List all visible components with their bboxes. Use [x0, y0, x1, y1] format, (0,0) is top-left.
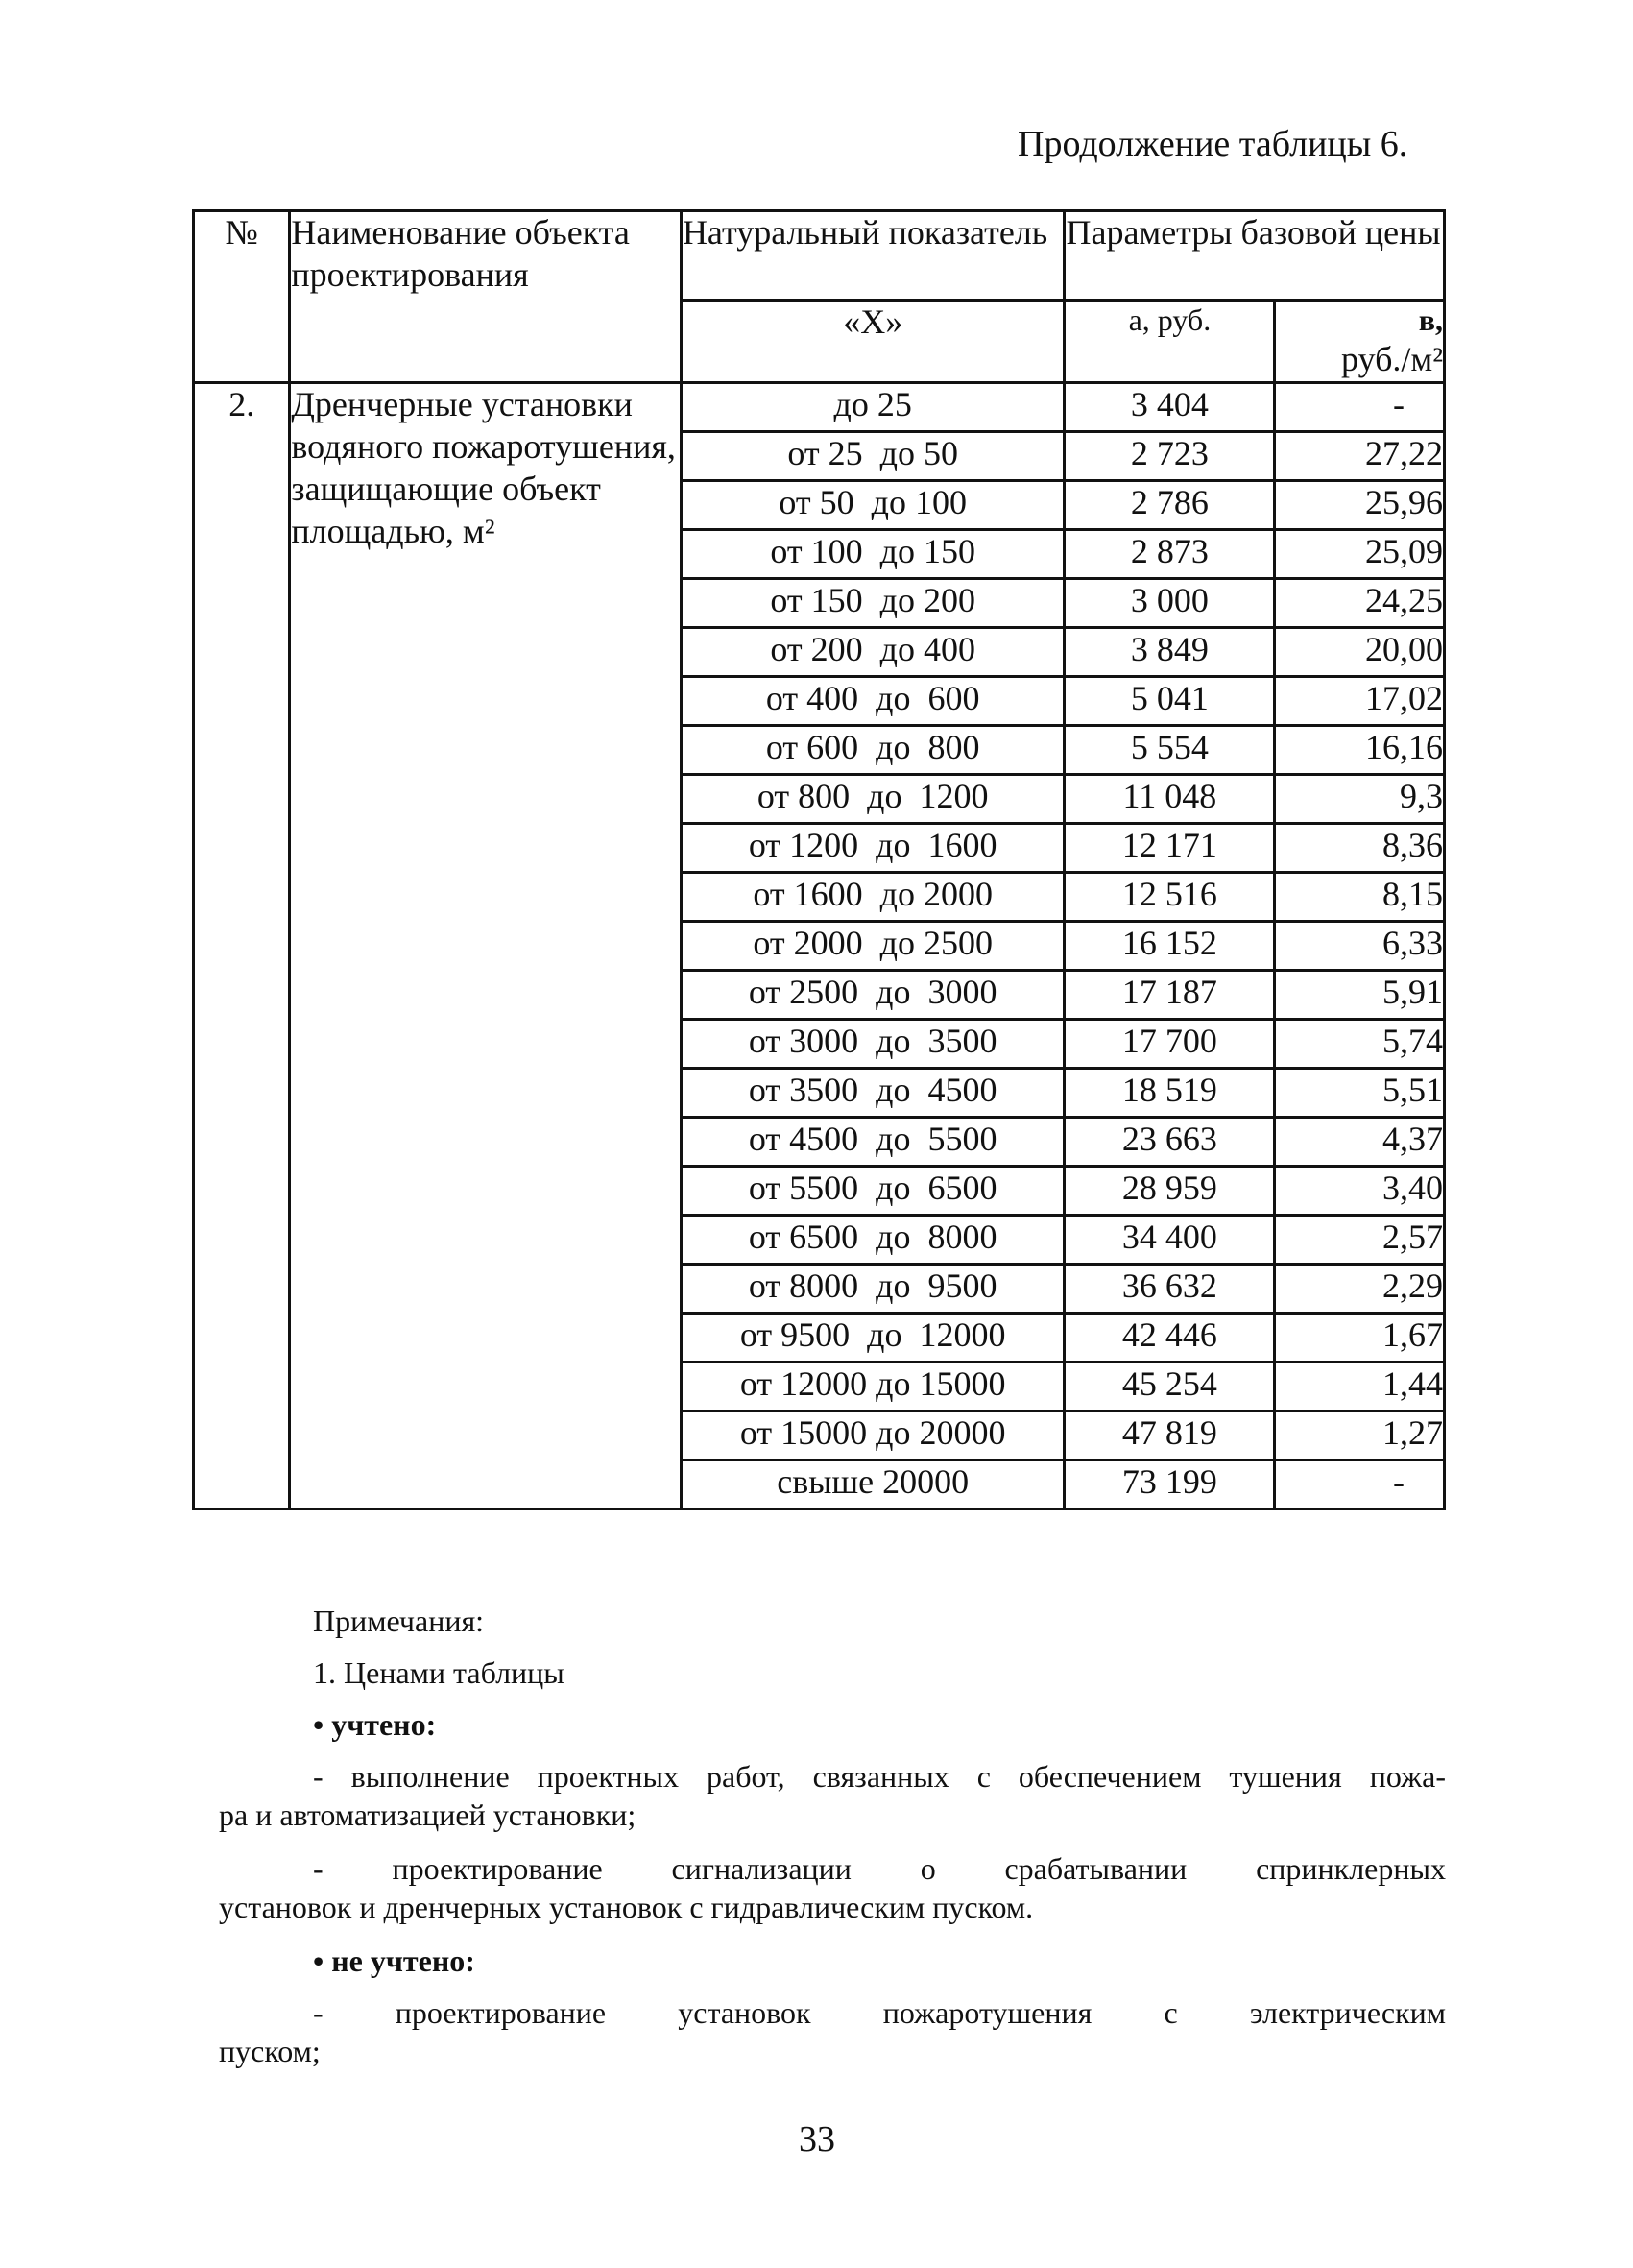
- cell-a: 2 723: [1065, 431, 1275, 480]
- cell-b: 1,67: [1275, 1313, 1445, 1362]
- cell-b: 8,36: [1275, 823, 1445, 872]
- cell-x: от 1600 до 2000: [681, 872, 1065, 921]
- cell-b: 25,96: [1275, 480, 1445, 529]
- cell-b: 4,37: [1275, 1117, 1445, 1166]
- note-included-1: [219, 1757, 1446, 1834]
- header-base-price-params: Параметры базовой цены: [1065, 211, 1445, 301]
- cell-x: от 15000 до 20000: [681, 1411, 1065, 1460]
- cell-x: от 100 до 150: [681, 529, 1065, 578]
- cell-x: свыше 20000: [681, 1460, 1065, 1508]
- cell-a: 2 873: [1065, 529, 1275, 578]
- cell-b: 5,74: [1275, 1019, 1445, 1068]
- cell-x: от 1200 до 1600: [681, 823, 1065, 872]
- cell-a: 42 446: [1065, 1313, 1275, 1362]
- cell-b: 8,15: [1275, 872, 1445, 921]
- object-name-cell: Дренчерные установки водяного пожаротушения, защищающие объект площадью, м²: [290, 382, 682, 1508]
- notes-excluded-label: • не учтено:: [313, 1943, 475, 1978]
- cell-a: 23 663: [1065, 1117, 1275, 1166]
- header-b: [1275, 301, 1445, 383]
- cell-x: от 50 до 100: [681, 480, 1065, 529]
- cell-a: 5 041: [1065, 676, 1275, 725]
- cell-b: 5,91: [1275, 970, 1445, 1019]
- cell-x: от 12000 до 15000: [681, 1362, 1065, 1411]
- cell-a: 12 516: [1065, 872, 1275, 921]
- cell-x: от 6500 до 8000: [681, 1215, 1065, 1264]
- header-a: а, руб.: [1065, 301, 1275, 383]
- cell-x: до 25: [681, 382, 1065, 431]
- cell-x: от 4500 до 5500: [681, 1117, 1065, 1166]
- cell-a: 45 254: [1065, 1362, 1275, 1411]
- cell-a: 18 519: [1065, 1068, 1275, 1117]
- table-body: [194, 382, 1445, 1508]
- row-number: 2.: [194, 382, 290, 1508]
- note-line: ра и автоматизацией установки;: [219, 1798, 636, 1832]
- cell-b: 2,29: [1275, 1264, 1445, 1313]
- cell-b: 1,27: [1275, 1411, 1445, 1460]
- note-line: - проектирование установок пожаротушения с электрическим: [313, 1995, 1446, 2030]
- cell-b: 3,40: [1275, 1166, 1445, 1215]
- table-continuation-caption: Продолжение таблицы 6.: [1018, 124, 1408, 164]
- page-number: 33: [799, 2119, 835, 2159]
- cell-a: 47 819: [1065, 1411, 1275, 1460]
- note-excluded-1: [219, 1993, 1446, 2070]
- note-line: - выполнение проектных работ, связанных с обеспечением тушения пожа-: [313, 1759, 1446, 1794]
- note-line: - проектирование сигнализации о срабатывании спринклерных: [313, 1851, 1446, 1886]
- cell-a: 3 849: [1065, 627, 1275, 676]
- cell-b: 25,09: [1275, 529, 1445, 578]
- cell-a: 34 400: [1065, 1215, 1275, 1264]
- header-b-letter: в,: [1418, 302, 1443, 337]
- cell-a: 17 187: [1065, 970, 1275, 1019]
- cell-a: 12 171: [1065, 823, 1275, 872]
- cell-a: 11 048: [1065, 774, 1275, 823]
- cell-a: 73 199: [1065, 1460, 1275, 1508]
- cell-b: 2,57: [1275, 1215, 1445, 1264]
- cell-x: от 25 до 50: [681, 431, 1065, 480]
- notes-included-label: • учтено:: [313, 1707, 437, 1742]
- note-line: установок и дренчерных установок с гидравлическим пуском.: [219, 1890, 1034, 1924]
- cell-b: 17,02: [1275, 676, 1445, 725]
- cell-x: от 400 до 600: [681, 676, 1065, 725]
- header-natural-indicator: Натуральный показатель: [681, 211, 1065, 301]
- cell-b: 9,3: [1275, 774, 1445, 823]
- cell-b: -: [1275, 1460, 1445, 1508]
- notes-item-1: 1. Ценами таблицы: [313, 1655, 564, 1690]
- cell-b: 16,16: [1275, 725, 1445, 774]
- cell-a: 2 786: [1065, 480, 1275, 529]
- price-table: [192, 209, 1446, 1510]
- header-x: «Х»: [681, 301, 1065, 383]
- cell-x: от 600 до 800: [681, 725, 1065, 774]
- note-included-2: [219, 1849, 1446, 1926]
- cell-x: от 800 до 1200: [681, 774, 1065, 823]
- cell-a: 17 700: [1065, 1019, 1275, 1068]
- cell-x: от 9500 до 12000: [681, 1313, 1065, 1362]
- cell-x: от 5500 до 6500: [681, 1166, 1065, 1215]
- cell-a: 28 959: [1065, 1166, 1275, 1215]
- cell-x: от 2000 до 2500: [681, 921, 1065, 970]
- cell-x: от 2500 до 3000: [681, 970, 1065, 1019]
- note-line: пуском;: [219, 2034, 321, 2068]
- cell-x: от 150 до 200: [681, 578, 1065, 627]
- cell-b: 1,44: [1275, 1362, 1445, 1411]
- header-b-unit: руб./м²: [1341, 340, 1443, 379]
- cell-b: 5,51: [1275, 1068, 1445, 1117]
- cell-a: 3 000: [1065, 578, 1275, 627]
- cell-b: 20,00: [1275, 627, 1445, 676]
- cell-a: 3 404: [1065, 382, 1275, 431]
- header-number: №: [194, 211, 290, 383]
- notes-section: [219, 1602, 1446, 2086]
- cell-b: 6,33: [1275, 921, 1445, 970]
- cell-b: -: [1275, 382, 1445, 431]
- notes-title: Примечания:: [313, 1604, 485, 1638]
- cell-b: 24,25: [1275, 578, 1445, 627]
- cell-x: от 3500 до 4500: [681, 1068, 1065, 1117]
- cell-a: 36 632: [1065, 1264, 1275, 1313]
- header-object-name: Наименование объекта проектирования: [290, 211, 682, 383]
- cell-x: от 8000 до 9500: [681, 1264, 1065, 1313]
- cell-x: от 200 до 400: [681, 627, 1065, 676]
- table-row: [194, 382, 1445, 431]
- cell-x: от 3000 до 3500: [681, 1019, 1065, 1068]
- cell-a: 16 152: [1065, 921, 1275, 970]
- cell-a: 5 554: [1065, 725, 1275, 774]
- cell-b: 27,22: [1275, 431, 1445, 480]
